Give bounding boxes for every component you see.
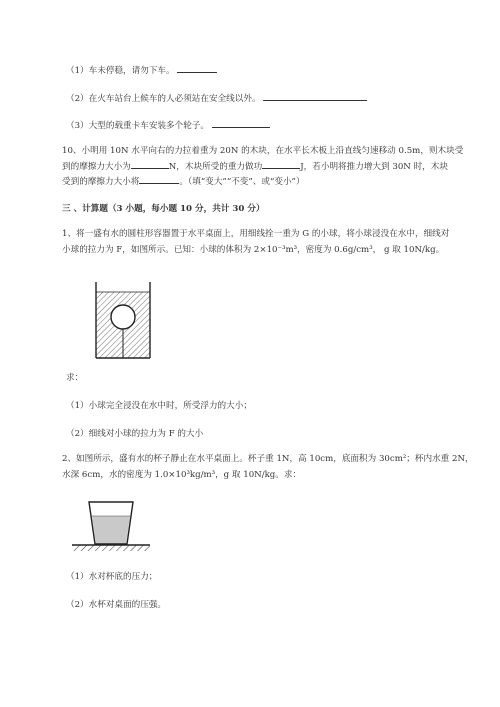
q9-item-1 bbox=[66, 64, 217, 77]
q10-line-3 bbox=[62, 175, 305, 188]
cup-water bbox=[92, 516, 130, 544]
calc2-sub-1: （1）水对杯底的压力； bbox=[66, 572, 158, 582]
q9-item-2-num: （2） bbox=[66, 94, 89, 104]
q10-line-2-b: N，木块所受的重力做功 bbox=[168, 162, 263, 172]
q10-line-3-b: 。（填“变大”“不变”、或“变小”） bbox=[179, 177, 305, 187]
q10-line-3-a: 受到的摩擦力大小将 bbox=[62, 177, 140, 187]
table-hatching bbox=[72, 545, 150, 551]
q9-item-3-text: 大型的载重卡车安装多个轮子。 bbox=[88, 121, 209, 131]
q10-line-1: 10、小明用 10N 水平向右的力拉着重为 20N 的木块，在水平长木板上沿直线匀速移动 0.5m，则木块受 bbox=[62, 146, 464, 156]
calc1-ask: 求： bbox=[66, 373, 84, 383]
calc2-sub-2: （2）水杯对桌面的压强。 bbox=[66, 600, 166, 610]
q9-item-2-text: 在火车站台上候车的人必须站在安全线以外。 bbox=[88, 94, 261, 104]
calc2-line-1: 2、如图所示，盛有水的杯子静止在水平桌面上。杯子重 1N，高 10cm，底面积为 30cm²；杯内水重 2N， bbox=[62, 454, 474, 464]
q9-answer-blank-1[interactable] bbox=[177, 64, 217, 73]
calc1-sub-1: （1）小球完全浸没在水中时，所受浮力的大小； bbox=[66, 401, 252, 411]
calc2-line-2: 水深 6cm，水的密度为 1.0×10³kg/m³，g 取 10N/kg。求： bbox=[62, 470, 302, 480]
q9-answer-blank-2[interactable] bbox=[263, 92, 367, 101]
q10-line-2 bbox=[62, 160, 448, 173]
ball bbox=[111, 305, 135, 329]
cup-on-table-figure bbox=[70, 498, 152, 554]
q9-item-1-text: 车未停稳，请勿下车。 bbox=[88, 66, 175, 76]
calc1-line-1: 1、将一盛有水的圆柱形容器置于水平桌面上，用细线拴一重为 G 的小球，将小球浸没在水中，细线对 bbox=[62, 229, 450, 239]
calc1-line-2: 小球的拉力为 F，如图所示。已知：小球的体积为 2×10⁻³m³，密度为 0.6g/cm³， g 取 10N/kg。 bbox=[62, 245, 445, 255]
q10-line-2-c: J，若小明将推力增大到 30N 时，木块 bbox=[300, 162, 448, 172]
q9-item-2 bbox=[66, 92, 367, 105]
q10-line-2-a: 到的摩擦力大小为 bbox=[62, 162, 131, 172]
q9-item-3 bbox=[66, 119, 270, 132]
q9-item-3-num: （3） bbox=[66, 121, 89, 131]
section-3-title: 三 、计算题（3 小题，每小题 10 分，共计 30 分） bbox=[62, 204, 265, 214]
calc1-sub-2: （2）细线对小球的拉力为 F 的大小 bbox=[66, 429, 204, 439]
q9-answer-blank-3[interactable] bbox=[212, 119, 270, 128]
q10-blank-change[interactable] bbox=[139, 175, 179, 184]
cylinder-container-with-ball-figure bbox=[92, 280, 154, 360]
q9-item-1-num: （1） bbox=[66, 66, 89, 76]
q10-blank-work[interactable] bbox=[262, 160, 300, 169]
q10-blank-friction[interactable] bbox=[131, 160, 169, 169]
